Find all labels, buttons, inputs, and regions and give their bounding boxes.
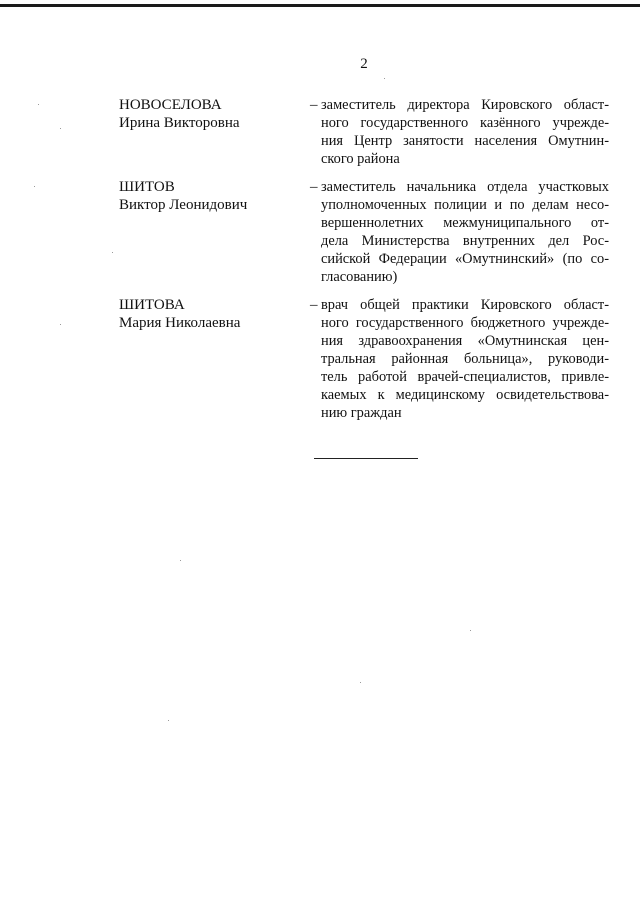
member-surname: ШИТОВ — [119, 179, 175, 195]
description-line: врач общей практики Кировского област- — [321, 297, 609, 313]
description-line: ния здравоохранения «Омутнинская цен- — [321, 333, 609, 349]
scan-speck — [34, 186, 35, 187]
description-line: ния Центр занятости населения Омутнин- — [321, 133, 609, 149]
member-name — [119, 96, 299, 132]
member-name — [119, 296, 299, 332]
entry-dash: – — [310, 179, 318, 195]
entry-dash: – — [310, 297, 318, 313]
description-line: ного государственного бюджетного учрежде- — [321, 315, 609, 331]
member-position-description — [321, 296, 609, 422]
entry-dash: – — [310, 97, 318, 113]
description-line: вершеннолетних межмуниципального от- — [321, 215, 609, 231]
member-position-description — [321, 178, 609, 286]
scan-speck — [38, 104, 39, 105]
member-given-names: Виктор Леонидович — [119, 197, 248, 213]
member-given-names: Ирина Викторовна — [119, 115, 240, 131]
description-line: заместитель директора Кировского област- — [321, 97, 609, 113]
scan-speck — [180, 560, 181, 561]
member-surname: НОВОСЕЛОВА — [119, 97, 222, 113]
scan-speck — [384, 78, 385, 79]
scan-speck — [470, 630, 471, 631]
member-name — [119, 178, 299, 214]
member-given-names: Мария Николаевна — [119, 315, 241, 331]
description-line: ского района — [321, 151, 400, 167]
description-line: тель работой врачей-специалистов, привле- — [321, 369, 609, 385]
member-position-description — [321, 96, 609, 168]
description-line: уполномоченных полиции и по делам несо- — [321, 197, 609, 213]
description-line: ного государственного казённого учрежде- — [321, 115, 609, 131]
page-top-border — [0, 4, 640, 7]
description-line: дела Министерства внутренних дел Рос- — [321, 233, 609, 249]
description-line: каемых к медицинскому освидетельствова- — [321, 387, 609, 403]
member-surname: ШИТОВА — [119, 297, 185, 313]
description-line: тральная районная больница», руководи- — [321, 351, 609, 367]
scan-speck — [60, 128, 61, 129]
description-line: гласованию) — [321, 269, 398, 285]
description-line: заместитель начальника отдела участковых — [321, 179, 609, 195]
end-of-list-rule — [314, 458, 418, 459]
description-line: сийской Федерации «Омутнинский» (по со- — [321, 251, 609, 267]
scan-speck — [60, 324, 61, 325]
page-number: 2 — [360, 56, 368, 72]
description-line: нию граждан — [321, 405, 402, 421]
scan-speck — [112, 252, 113, 253]
scan-speck — [360, 682, 361, 683]
scan-speck — [168, 720, 169, 721]
